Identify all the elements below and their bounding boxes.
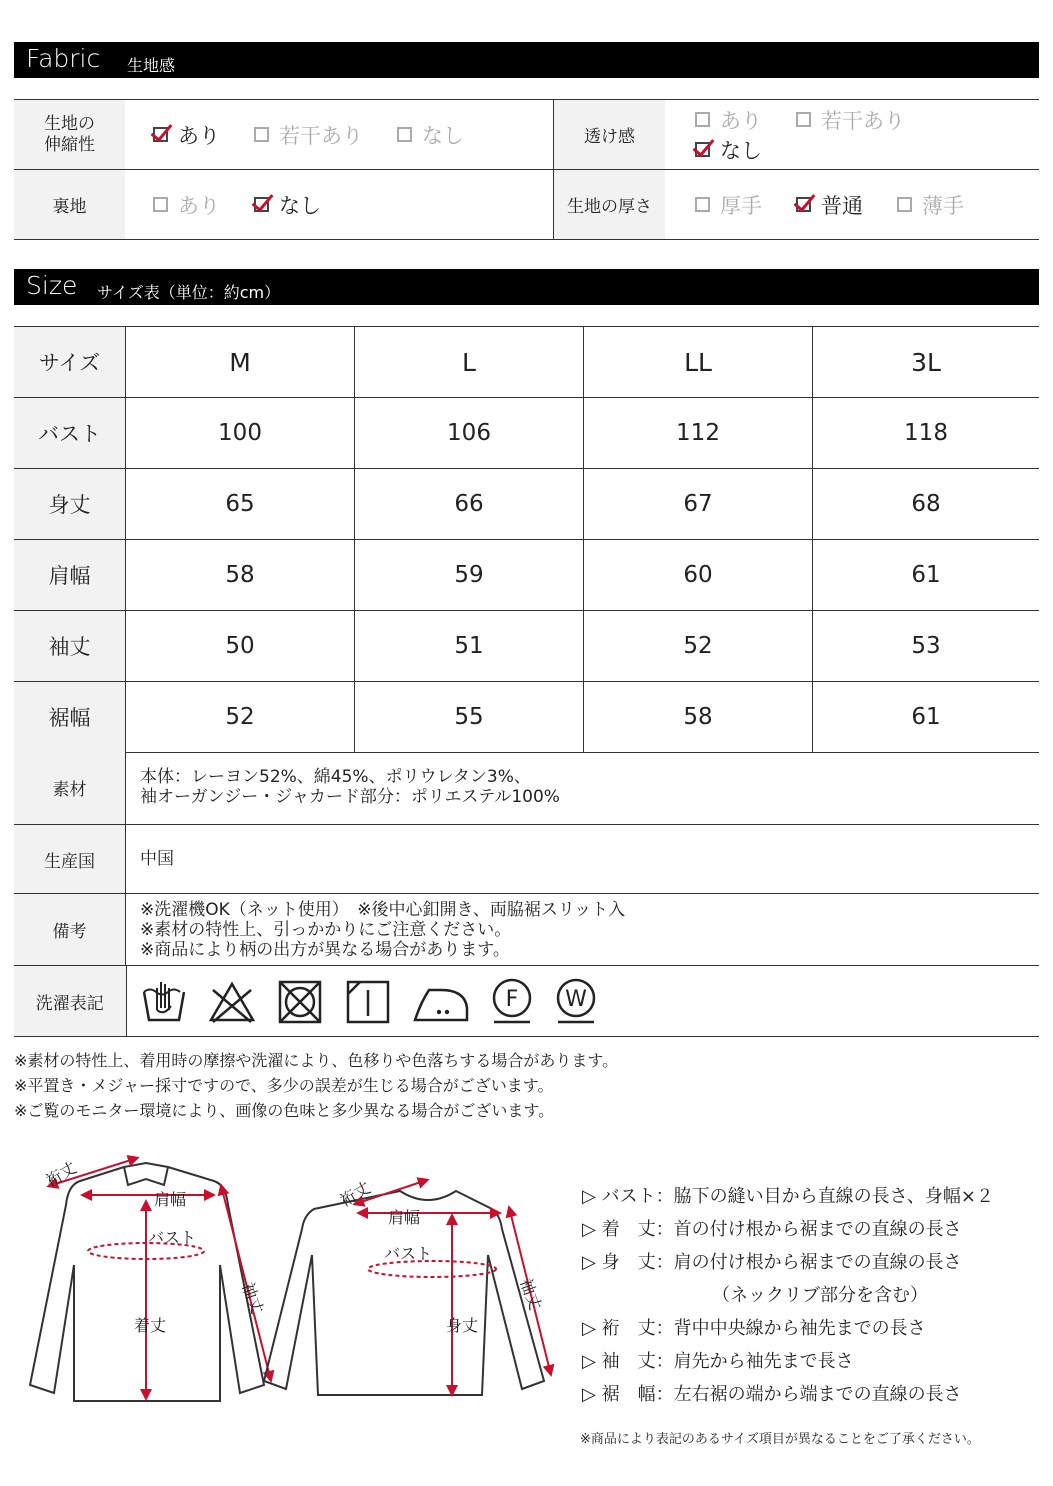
size-value: 65: [126, 469, 355, 540]
option-label: あり: [178, 193, 220, 218]
table-row: [14, 469, 1039, 540]
size-table: [14, 326, 1039, 753]
table-row: [14, 540, 1039, 611]
table-row: [14, 398, 1039, 469]
notes: [14, 1048, 618, 1123]
definition-item: ▷ 裾 幅：左右裾の端から端までの直線の長さ: [582, 1384, 962, 1405]
measure-label: 裾幅: [14, 682, 126, 753]
size-header-row: [14, 327, 1039, 398]
empty-box-icon: [695, 197, 710, 212]
option-unchecked: [695, 190, 762, 220]
material-label: 素材: [14, 750, 126, 825]
note-line: ※素材の特性上、着用時の摩擦や洗濯により、色移りや色落ちする場合があります。: [14, 1051, 619, 1070]
option-checked: [796, 190, 863, 220]
size-value: 68: [813, 469, 1040, 540]
size-value: 100: [126, 398, 355, 469]
yuki-label-2: 裄丈: [336, 1178, 374, 1211]
thickness-options: [665, 170, 1039, 240]
size-value: 61: [813, 540, 1040, 611]
option-unchecked: [397, 120, 464, 150]
size-label-header: サイズ: [14, 327, 126, 398]
note-line: ※洗濯機OK（ネット使用） ※後中心釦開き、両脇裾スリット入: [140, 899, 626, 920]
no-tumble-dry-icon: [275, 976, 325, 1026]
size-value: 58: [126, 540, 355, 611]
note-line: ※平置き・メジャー採寸ですので、多少の誤差が生じる場合がございます。: [14, 1076, 554, 1095]
empty-box-icon: [153, 197, 168, 212]
size-value: 61: [813, 682, 1040, 753]
transparency-label: 透け感: [554, 100, 666, 170]
definitions: [582, 1180, 994, 1411]
option-unchecked: [897, 190, 964, 220]
material-line: 袖オーガンジー・ジャカード部分：ポリエステル100%: [140, 787, 560, 807]
option-label: 普通: [821, 193, 863, 218]
size-value: 67: [584, 469, 813, 540]
option-label: あり: [720, 108, 762, 133]
size-header: [14, 269, 1039, 305]
garment-diagrams: [14, 1145, 574, 1425]
lining-label: 裏地: [14, 170, 125, 240]
definition-item: ▷ 袖 丈：肩先から袖先まで長さ: [582, 1351, 854, 1372]
size-value: 52: [126, 682, 355, 753]
lining-options: [125, 170, 554, 240]
option-unchecked: [254, 120, 363, 150]
checked-box-icon: [153, 127, 168, 142]
wet-clean-w-icon: [553, 976, 599, 1026]
yuki-label: 裄丈: [42, 1158, 80, 1191]
option-checked: [153, 120, 220, 150]
size-value: 51: [355, 611, 584, 682]
option-label: あり: [178, 123, 220, 148]
origin-value: 中国: [126, 825, 1040, 894]
care-icons: [126, 966, 1040, 1037]
checked-box-icon: [695, 142, 710, 157]
dry-clean-f-icon: [489, 976, 535, 1026]
hand-wash-icon: [139, 976, 189, 1026]
empty-box-icon: [397, 127, 412, 142]
definition-item: （ネックリブ部分を含む）: [712, 1285, 928, 1306]
table-row: [14, 611, 1039, 682]
option-unchecked: [153, 190, 220, 220]
fabric-header: [14, 42, 1039, 78]
option-label: 厚手: [720, 193, 762, 218]
line-dry-shade-icon: [343, 976, 393, 1026]
definition-item: ▷ 着 丈：首の付け根から裾までの直線の長さ: [582, 1219, 962, 1240]
fabric-subtitle: 生地感: [127, 56, 176, 75]
checked-box-icon: [254, 197, 269, 212]
empty-box-icon: [796, 112, 811, 127]
option-label: なし: [720, 138, 762, 163]
sode-label: 袖丈: [238, 1279, 268, 1317]
material-value: [126, 750, 1040, 825]
fabric-table: [14, 99, 1039, 240]
kitake-label: 着丈: [134, 1316, 167, 1335]
bust-label: バスト: [148, 1228, 197, 1247]
size-value: 52: [584, 611, 813, 682]
measure-label: バスト: [14, 398, 126, 469]
note-line: ※ご覧のモニター環境により、画像の色味と多少異なる場合がございます。: [14, 1101, 555, 1120]
empty-box-icon: [695, 112, 710, 127]
stretch-label: 生地の 伸縮性: [14, 100, 125, 170]
size-value: 60: [584, 540, 813, 611]
size-value: 58: [584, 682, 813, 753]
empty-box-icon: [897, 197, 912, 212]
option-label: 若干あり: [279, 123, 363, 148]
size-value: 50: [126, 611, 355, 682]
size-column-header: M: [126, 327, 355, 398]
note-line: ※素材の特性上、引っかかりにご注意ください。: [140, 919, 512, 940]
info-table: [14, 750, 1039, 1037]
empty-box-icon: [254, 127, 269, 142]
thickness-label: 生地の厚さ: [554, 170, 666, 240]
option-checked: [695, 135, 762, 165]
svg-text:W: W: [564, 987, 587, 1012]
sode-label-2: 袖丈: [516, 1275, 546, 1313]
measure-label: 身丈: [14, 469, 126, 540]
footnote: ※商品により表記のあるサイズ項目が異なることをご了承ください。: [580, 1432, 980, 1447]
care-label: 洗濯表記: [14, 966, 126, 1037]
note-line: ※商品により柄の出方が異なる場合があります。: [140, 939, 510, 960]
size-value: 112: [584, 398, 813, 469]
stretch-options: [125, 100, 554, 170]
iron-low-icon: [411, 976, 471, 1026]
transparency-options: [665, 100, 1039, 170]
origin-label: 生産国: [14, 825, 126, 894]
size-subtitle: サイズ表（単位：約cm）: [97, 283, 281, 302]
option-label: 薄手: [922, 193, 964, 218]
option-checked: [254, 190, 321, 220]
svg-text:F: F: [505, 987, 518, 1012]
option-label: なし: [279, 193, 321, 218]
option-label: なし: [422, 123, 464, 148]
size-value: 118: [813, 398, 1040, 469]
checked-box-icon: [796, 197, 811, 212]
definition-item: ▷ 身 丈：肩の付け根から裾までの直線の長さ: [582, 1252, 962, 1273]
size-title: Size: [26, 271, 78, 300]
measure-label: 袖丈: [14, 611, 126, 682]
material-line: 本体：レーヨン52%、綿45%、ポリウレタン3%、: [140, 767, 531, 787]
definition-item: ▷ バスト：脇下の縫い目から直線の長さ、身幅×２: [582, 1186, 994, 1207]
size-value: 59: [355, 540, 584, 611]
table-row: [14, 682, 1039, 753]
notes-value: [126, 894, 1040, 966]
size-value: 66: [355, 469, 584, 540]
kata-label: 肩幅: [154, 1190, 187, 1209]
size-value: 55: [355, 682, 584, 753]
fabric-title: Fabric: [26, 44, 101, 73]
mitake-label: 身丈: [446, 1316, 479, 1335]
no-bleach-icon: [207, 976, 257, 1026]
bust-label-2: バスト: [384, 1244, 433, 1263]
size-value: 106: [355, 398, 584, 469]
size-column-header: LL: [584, 327, 813, 398]
size-value: 53: [813, 611, 1040, 682]
size-column-header: 3L: [813, 327, 1040, 398]
option-unchecked: [796, 105, 905, 135]
option-unchecked: [695, 105, 762, 135]
definition-item: ▷ 裄 丈：背中中央線から袖先までの長さ: [582, 1318, 926, 1339]
kata-label-2: 肩幅: [388, 1208, 421, 1227]
measure-label: 肩幅: [14, 540, 126, 611]
option-label: 若干あり: [821, 108, 905, 133]
notes-label: 備考: [14, 894, 126, 966]
size-column-header: L: [355, 327, 584, 398]
